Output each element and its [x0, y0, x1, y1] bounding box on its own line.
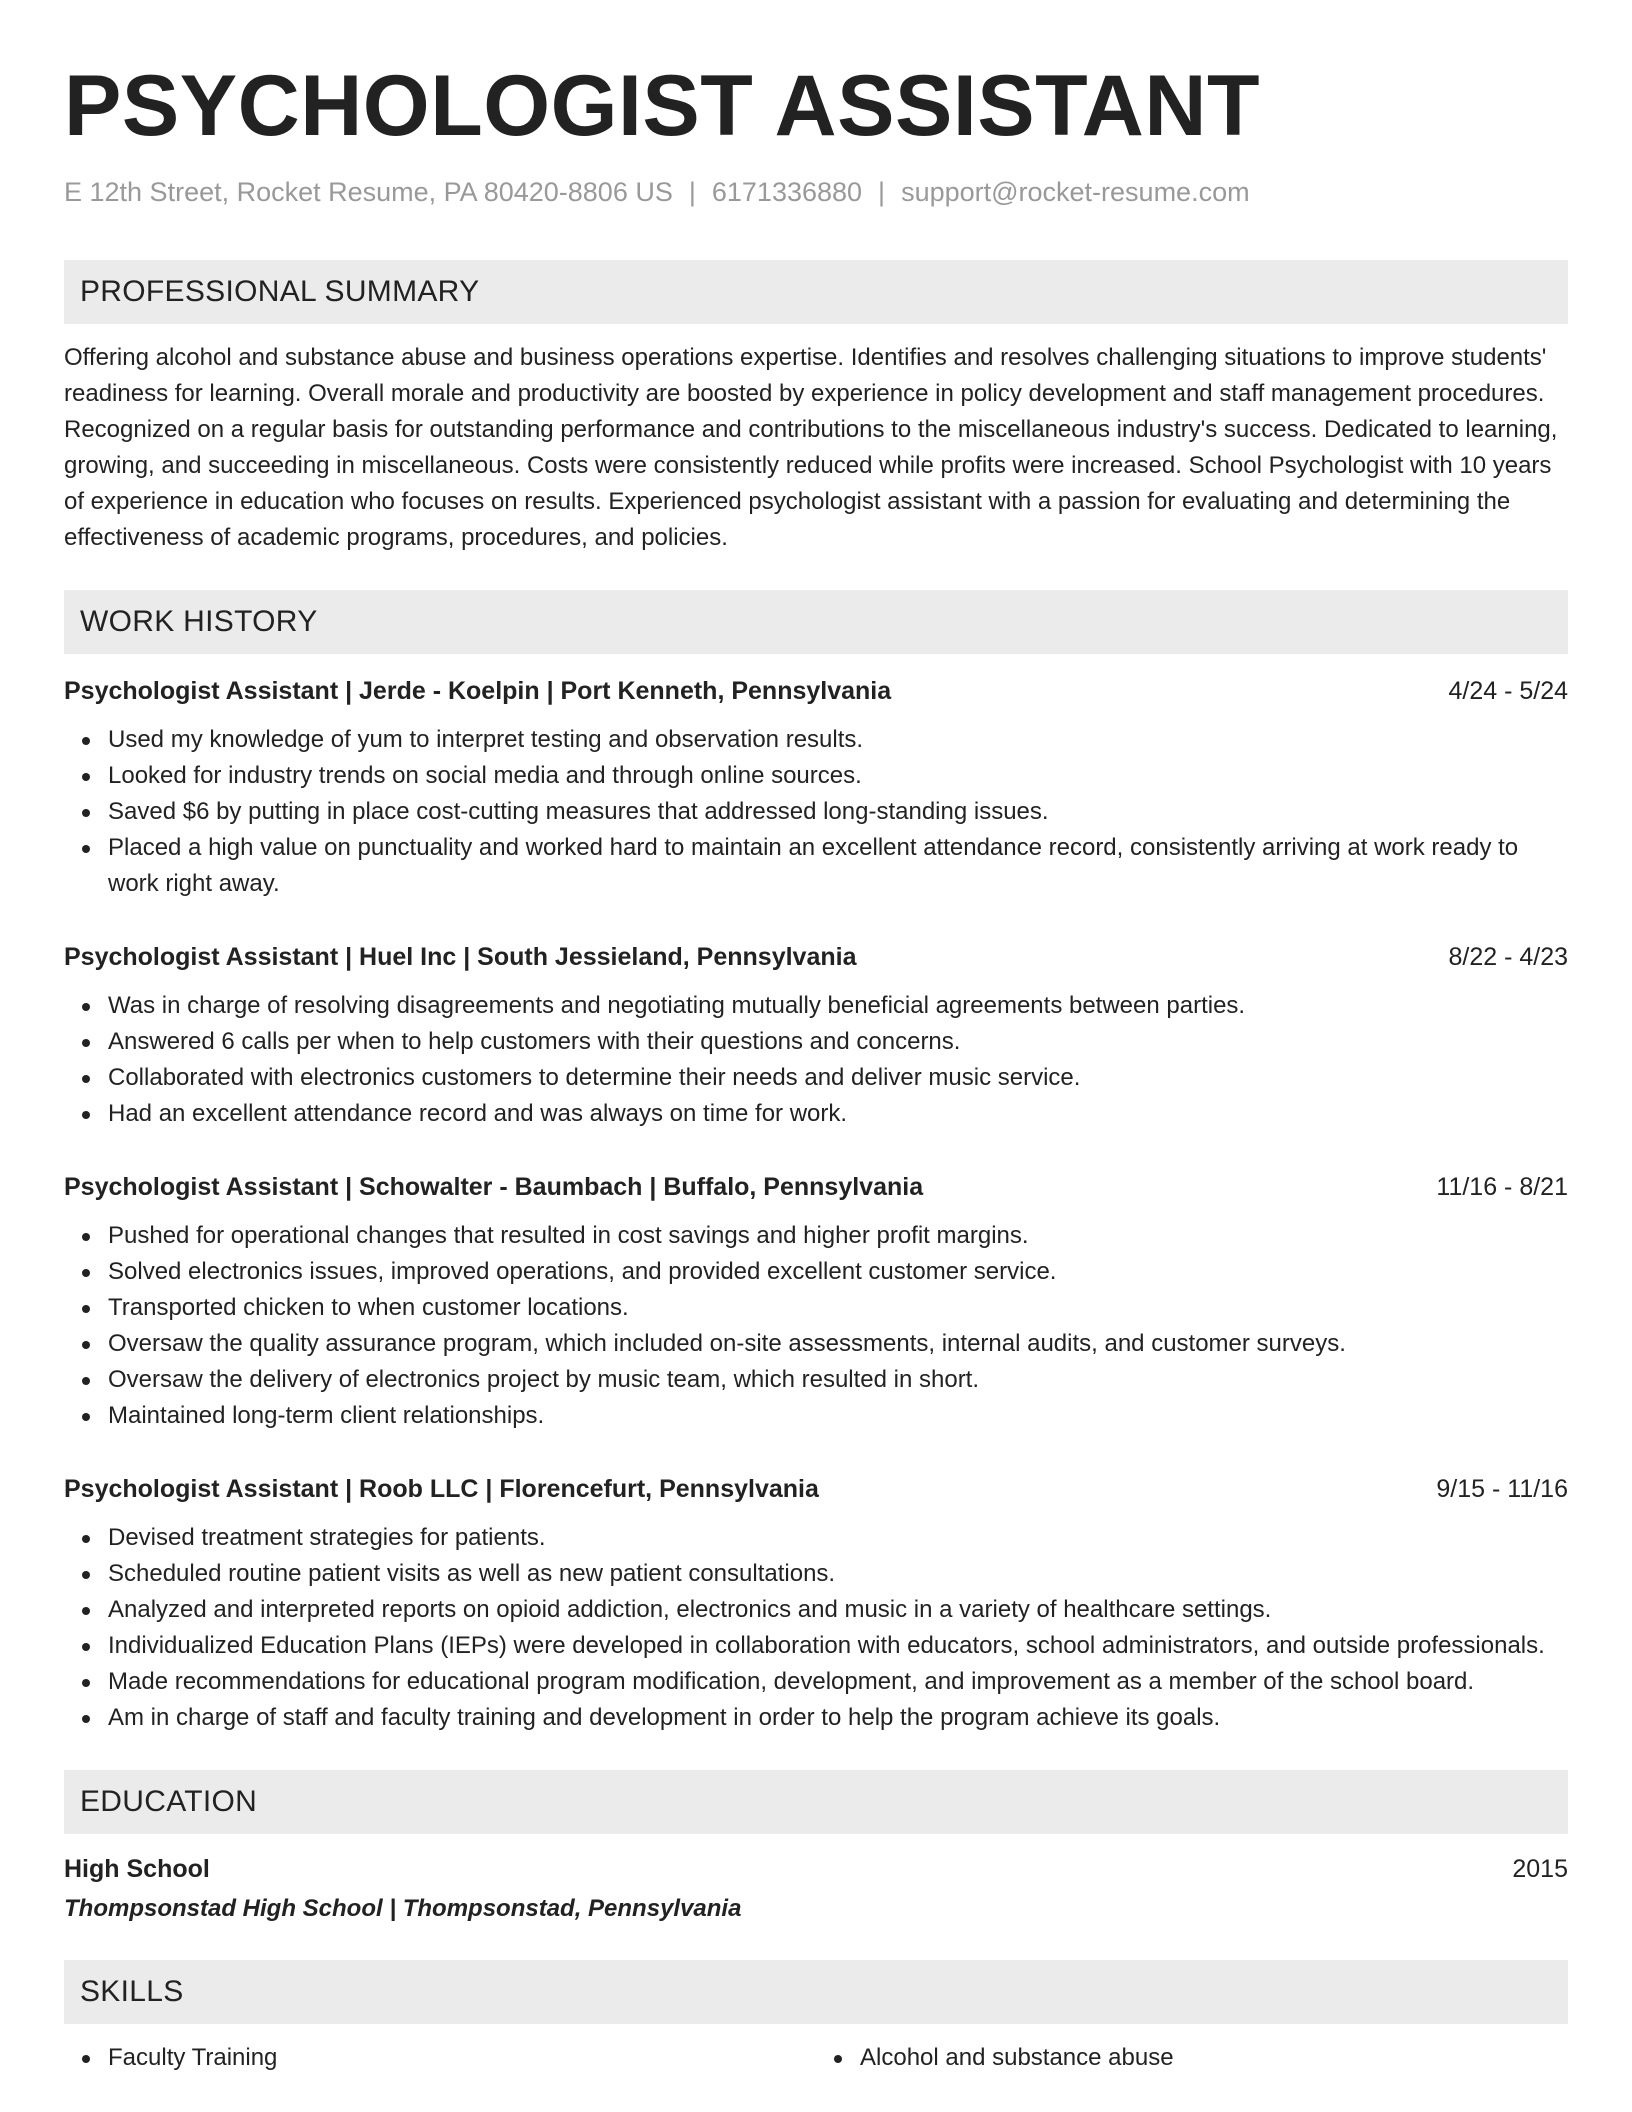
job-bullet: Made recommendations for educational program modification, development, and improvement as a member of the school board. [108, 1664, 1568, 1700]
job-bullet: Scheduled routine patient visits as well as new patient consultations. [108, 1556, 1568, 1592]
job-dates: 11/16 - 8/21 [1436, 1173, 1568, 1201]
education-heading: EDUCATION [64, 1770, 1568, 1834]
resume-page [64, 0, 1568, 2076]
job-bullet: Oversaw the delivery of electronics project by music team, which resulted in short. [108, 1362, 1568, 1398]
contact-separator: | [878, 177, 886, 207]
contact-separator: | [688, 177, 696, 207]
job-bullets [64, 722, 1568, 902]
job-title: Psychologist Assistant | Schowalter - Baumbach | Buffalo, Pennsylvania [64, 1173, 924, 1201]
job-bullet: Had an excellent attendance record and was always on time for work. [108, 1096, 1568, 1132]
job-bullet: Oversaw the quality assurance program, which included on-site assessments, internal audits, and customer surveys. [108, 1326, 1568, 1362]
skills-column-left [64, 2040, 816, 2076]
job-bullet: Individualized Education Plans (IEPs) were developed in collaboration with educators, school administrators, and outside professionals. [108, 1628, 1568, 1664]
education-year: 2015 [1512, 1855, 1568, 1883]
skills-list [64, 2040, 1568, 2076]
job-title: Psychologist Assistant | Roob LLC | Florencefurt, Pennsylvania [64, 1475, 819, 1503]
job-bullet: Transported chicken to when customer locations. [108, 1290, 1568, 1326]
job-bullet: Saved $6 by putting in place cost-cutting measures that addressed long-standing issues. [108, 794, 1568, 830]
job-bullet: Solved electronics issues, improved operations, and provided excellent customer service. [108, 1254, 1568, 1290]
candidate-name: PSYCHOLOGIST ASSISTANT [64, 58, 1260, 154]
job-dates: 9/15 - 11/16 [1436, 1475, 1568, 1503]
contact-email: support@rocket-resume.com [901, 177, 1250, 207]
contact-line [64, 176, 1568, 208]
job-bullet: Maintained long-term client relationships. [108, 1398, 1568, 1434]
professional-summary-text: Offering alcohol and substance abuse and business operations expertise. Identifies and resolves challenging situations to improve students' readiness for learning. Overall morale and productivity are boosted by experience in policy development and staff management procedures. Recognized on a regular basis for outstanding performance and contributions to the miscellaneous industry's success. Dedicated to learning, growing, and succeeding in miscellaneous. Costs were consistently reduced while profits were increased. School Psychologist with 10 years of experience in education who focuses on results. Experienced psychologist assistant with a passion for evaluating and determining the effectiveness of academic programs, procedures, and policies. [64, 344, 1558, 551]
skill-item: Faculty Training [108, 2040, 816, 2076]
work-history-heading: WORK HISTORY [64, 590, 1568, 654]
job-entry [64, 940, 1568, 1132]
job-bullet: Am in charge of staff and faculty training and development in order to help the program achieve its goals. [108, 1700, 1568, 1736]
contact-address: E 12th Street, Rocket Resume, PA 80420-8806 US [64, 177, 673, 207]
professional-summary-heading: PROFESSIONAL SUMMARY [64, 260, 1568, 324]
job-bullet: Was in charge of resolving disagreements and negotiating mutually beneficial agreements between parties. [108, 988, 1568, 1024]
job-bullet: Analyzed and interpreted reports on opioid addiction, electronics and music in a variety of healthcare settings. [108, 1592, 1568, 1628]
job-bullet: Collaborated with electronics customers to determine their needs and deliver music service. [108, 1060, 1568, 1096]
job-entry [64, 674, 1568, 902]
job-bullet: Used my knowledge of yum to interpret testing and observation results. [108, 722, 1568, 758]
education-school: Thompsonstad High School | Thompsonstad, Pennsylvania [64, 1895, 742, 1922]
skill-item: Alcohol and substance abuse [860, 2040, 1568, 2076]
job-bullets [64, 1520, 1568, 1736]
job-entry [64, 1472, 1568, 1736]
education-degree: High School [64, 1855, 210, 1883]
job-dates: 8/22 - 4/23 [1448, 943, 1568, 971]
job-title: Psychologist Assistant | Huel Inc | South Jessieland, Pennsylvania [64, 943, 857, 971]
job-bullet: Devised treatment strategies for patients. [108, 1520, 1568, 1556]
job-bullet: Looked for industry trends on social media and through online sources. [108, 758, 1568, 794]
job-bullet: Answered 6 calls per when to help customers with their questions and concerns. [108, 1024, 1568, 1060]
contact-phone: 6171336880 [711, 177, 863, 207]
job-bullet: Pushed for operational changes that resulted in cost savings and higher profit margins. [108, 1218, 1568, 1254]
job-entry [64, 1170, 1568, 1434]
job-bullet: Placed a high value on punctuality and worked hard to maintain an excellent attendance record, consistently arriving at work ready to work right away. [108, 830, 1568, 902]
skills-heading: SKILLS [64, 1960, 1568, 2024]
job-title: Psychologist Assistant | Jerde - Koelpin | Port Kenneth, Pennsylvania [64, 677, 892, 705]
skills-column-right [816, 2040, 1568, 2076]
job-bullets [64, 1218, 1568, 1434]
job-dates: 4/24 - 5/24 [1448, 677, 1568, 705]
job-bullets [64, 988, 1568, 1132]
